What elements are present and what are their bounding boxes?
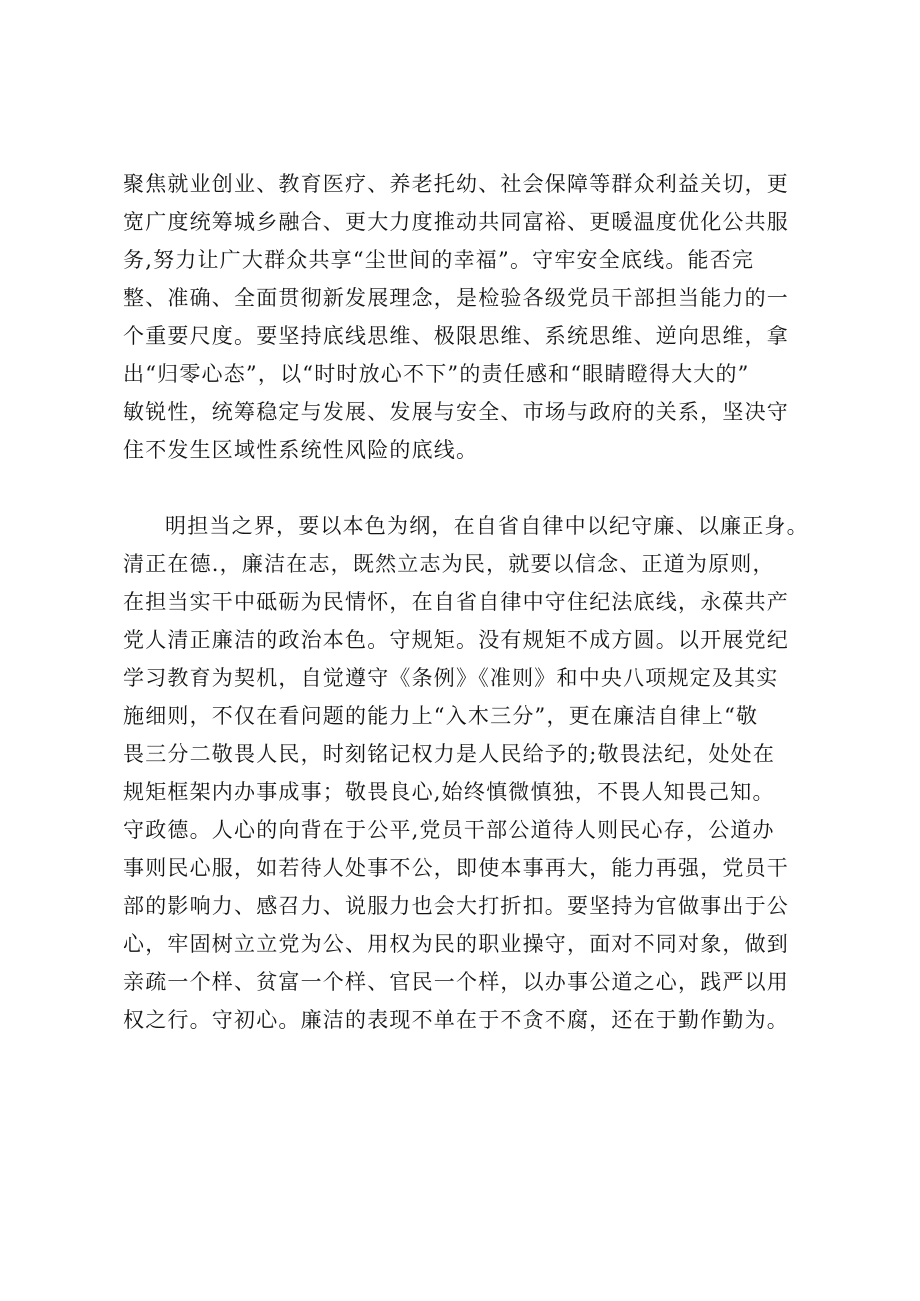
text-line: 在担当实干中砥砺为民情怀，在自省自律中守住纪法底线，永葆共产: [123, 590, 789, 614]
paragraph-1: [123, 165, 813, 469]
text-line: 亲疏一个样、贫富一个样、官民一个样，以办事公道之心，践严以用: [123, 970, 789, 994]
text-line: 敏锐性，统筹稳定与发展、发展与安全、市场与政府的关系，坚决守: [123, 400, 789, 424]
text-line: 住不发生区域性系统性风险的底线。: [123, 438, 479, 462]
text-line: 务,努力让广大群众共享“尘世间的幸福”。守牢安全底线。能否完: [123, 248, 755, 272]
text-line: 出“归零心态”，以“时时放心不下”的责任感和“眼睛瞪得大大的”: [123, 362, 750, 386]
text-line: 聚焦就业创业、教育医疗、养老托幼、社会保障等群众利益关切，更: [123, 172, 789, 196]
text-line: 事则民心服，如若待人处事不公，即使本事再大，能力再强，党员干: [123, 856, 789, 880]
text-line: 学习教育为契机，自觉遵守《条例》《准则》和中央八项规定及其实: [123, 666, 779, 690]
text-line: 规矩框架内办事成事；敬畏良心,始终慎微慎独，不畏人知畏己知。: [123, 780, 775, 804]
text-line: 个重要尺度。要坚持底线思维、极限思维、系统思维、逆向思维，拿: [123, 324, 789, 348]
text-line: 心，牢固树立立党为公、用权为民的职业操守，面对不同对象，做到: [123, 932, 789, 956]
text-line: 权之行。守初心。廉洁的表现不单在于不贪不腐，还在于勤作勤为。: [123, 1008, 789, 1032]
text-line: 整、准确、全面贯彻新发展理念，是检验各级党员干部担当能力的一: [123, 286, 789, 310]
text-line: 守政德。人心的向背在于公平,党员干部公道待人则民心存，公道办: [123, 818, 775, 842]
text-line: 畏三分二敬畏人民，时刻铭记权力是人民给予的;敬畏法纪，处处在: [123, 742, 776, 766]
text-line: 党人清正廉洁的政治本色。守规矩。没有规矩不成方圆。以开展党纪: [123, 628, 789, 652]
text-line: 施细则，不仅在看问题的能力上“入木三分”，更在廉洁自律上“敬: [123, 704, 759, 728]
paragraph-2: [123, 507, 813, 1039]
text-line: 宽广度统筹城乡融合、更大力度推动共同富裕、更暖温度优化公共服: [123, 210, 789, 234]
text-line: 明担当之界，要以本色为纲，在自省自律中以纪守廉、以廉正身。: [165, 514, 809, 538]
text-line: 部的影响力、感召力、说服力也会大打折扣。要坚持为官做事出于公: [123, 894, 789, 918]
text-line: 清正在德.，廉洁在志，既然立志为民，就要以信念、正道为原则，: [123, 552, 775, 576]
